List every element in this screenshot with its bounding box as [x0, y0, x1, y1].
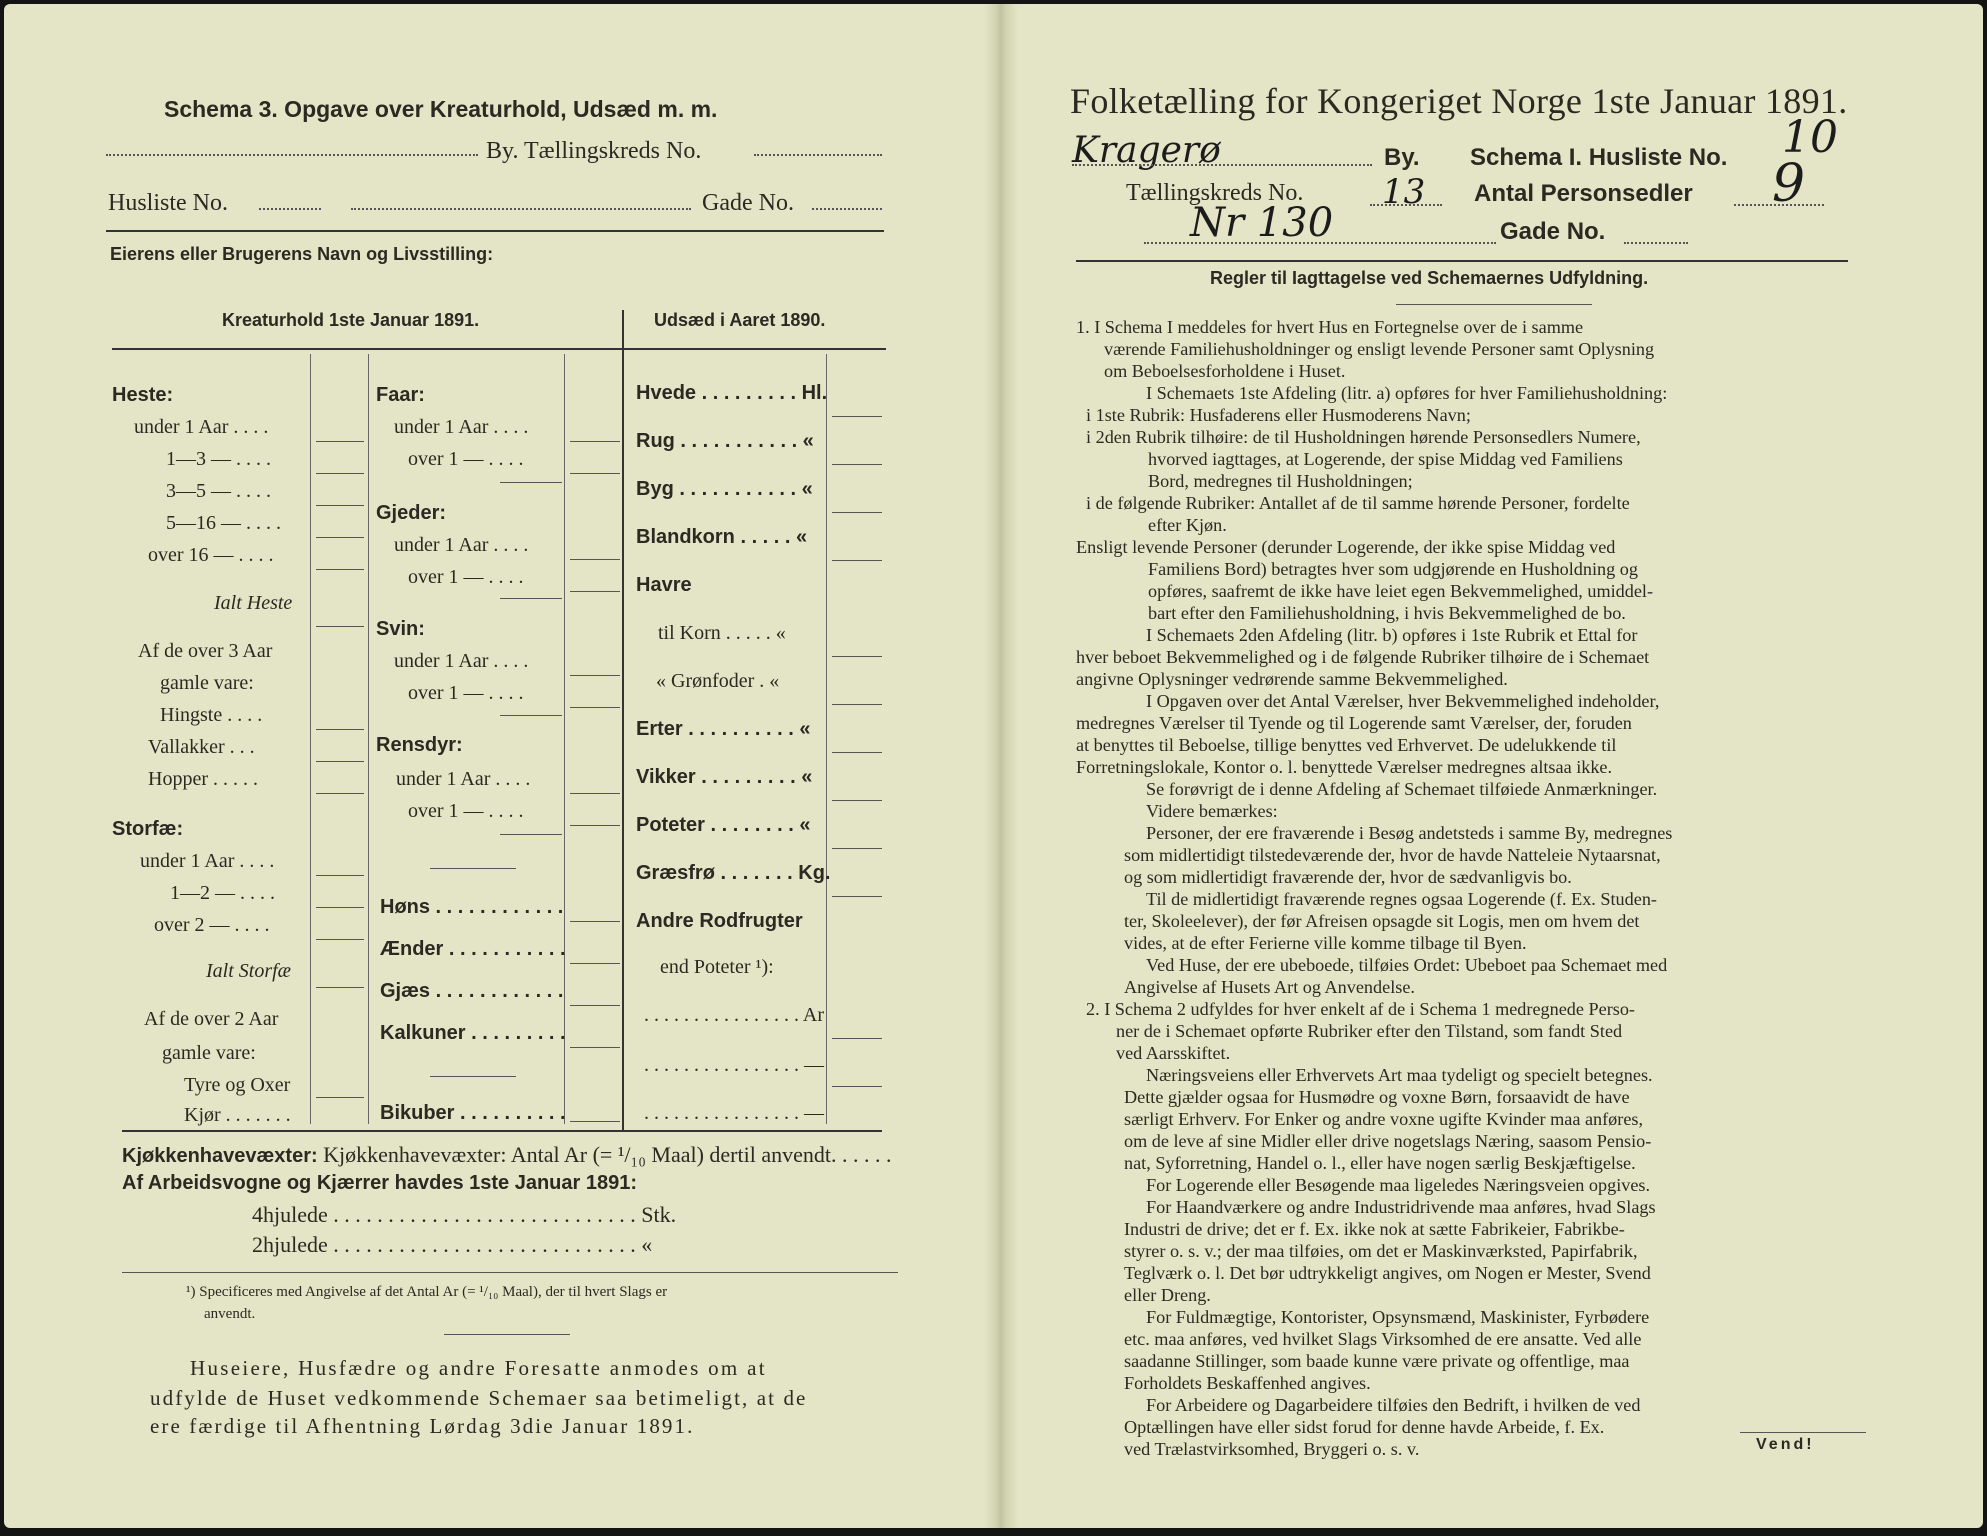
entry-line	[832, 416, 882, 417]
gjeder-sum-line	[500, 598, 562, 599]
storfae-sub-intro-2: gamle vare:	[162, 1042, 256, 1064]
hvede-row: Hvede . . . . . . . . . Hl.	[636, 382, 828, 404]
rule-line: styrer o. s. v.; der maa tilføies, om det er Maskinværksted, Papirfabrik,	[1124, 1241, 1638, 1261]
entry-line	[570, 441, 620, 442]
fjaerkrae-separator	[430, 868, 516, 869]
heste-row-1: under 1 Aar . . . .	[134, 416, 269, 438]
rule-line: efter Kjøn.	[1148, 515, 1227, 535]
kreds-field-line	[1370, 204, 1442, 206]
table-bottom-rule	[122, 1130, 882, 1132]
svin-sum-line	[500, 715, 562, 716]
rule-line: For Fuldmægtige, Kontorister, Opsynsmænd, Maskinister, Fyrbødere	[1146, 1307, 1650, 1327]
storfae-sub-intro-1: Af de over 2 Aar	[144, 1008, 279, 1030]
rule-line: Bord, medregnes til Husholdningen;	[1148, 471, 1413, 491]
andre-rodfrugter-2: end Poteter ¹):	[660, 956, 774, 978]
to-hjulede-row: 2hjulede . . . . . . . . . . . . . . . . . . . . . . . . . . . . «	[252, 1232, 653, 1257]
rule-line: vides, at de efter Ferierne ville komme tilbage til Byen.	[1124, 933, 1527, 953]
footnote-line-1: ¹) Specificeres med Angivelse af det Antal Ar (= ¹/₁₀ Maal), der til hvert Slags er	[186, 1284, 668, 1300]
rule-line: etc. maa anføres, ved hvilket Slags Virksomhed de ere ansatte. Ved alle	[1124, 1329, 1642, 1349]
storfae-sub-row-2: Kjør . . . . . . .	[184, 1104, 291, 1126]
rule-line: og som midlertidigt fraværende der, hvor de sædvanligvis bo.	[1124, 867, 1572, 887]
heste-sub-intro-2: gamle vare:	[160, 672, 254, 694]
closing-line-3: ere færdige til Afhentning Lørdag 3die Januar 1891.	[150, 1414, 695, 1438]
rule-line: hver beboet Bekvemmelighed og i de følgende Rubriker tilhøire de i Schemaet	[1076, 647, 1650, 667]
rule-line: i 2den Rubrik tilhøire: de til Husholdningen hørende Personsedlers Numere,	[1086, 427, 1641, 447]
rule-line: For Logerende eller Besøgende maa ligeledes Næringsveien opgives.	[1146, 1175, 1651, 1195]
andre-rodfrugter-1: Andre Rodfrugter	[636, 910, 803, 932]
entry-line	[316, 441, 364, 442]
rule-line: I Opgaven over det Antal Værelser, hver Bekvemmelighed indeholder,	[1146, 691, 1660, 711]
vend-label: Vend!	[1756, 1436, 1815, 1453]
entry-line	[832, 1086, 882, 1087]
entry-line	[316, 761, 364, 762]
rules-text	[1076, 316, 1866, 1460]
bikuber-separator	[430, 1076, 516, 1077]
entry-line	[832, 752, 882, 753]
husliste-field-line	[259, 208, 321, 210]
byg-row: Byg . . . . . . . . . . . «	[636, 478, 813, 500]
entry-line	[316, 875, 364, 876]
rule-line: 1. I Schema I meddeles for hvert Hus en Fortegnelse over de i samme	[1076, 317, 1584, 337]
entry-line	[570, 825, 620, 826]
entry-line	[832, 656, 882, 657]
closing-line-1: Huseiere, Husfædre og andre Foresatte anmodes om at	[190, 1356, 767, 1380]
rug-row: Rug . . . . . . . . . . . «	[636, 430, 814, 452]
rule-line: om de leve af sine Midler eller drive nogetslags Næring, saasom Pensio-	[1124, 1131, 1652, 1151]
erter-row: Erter . . . . . . . . . . «	[636, 718, 811, 740]
rule-line: Forretningslokale, Kontor o. l. benyttede Værelser medregnes altsaa ikke.	[1076, 757, 1613, 777]
rule-line: Industri de drive; det er f. Ex. ikke nok at sætte Fabrikeier, Fabrikbe-	[1124, 1219, 1625, 1239]
closing-separator	[444, 1334, 570, 1335]
hons-row: Høns . . . . . . . . . . . .	[380, 896, 564, 918]
kreds-field-line	[754, 154, 882, 156]
rule-line: medregnes Værelser til Tyende og til Logerende samt Værelser, der, foruden	[1076, 713, 1632, 733]
table-header-rule	[112, 348, 886, 350]
faar-row-2: over 1 — . . . .	[408, 448, 524, 470]
heste-row-2: 1—3 — . . . .	[166, 448, 271, 470]
havre-gronfoder: « Grønfoder . «	[656, 670, 780, 692]
gade-field-line	[1624, 242, 1688, 244]
rule-line: ved Trælastvirksomhed, Bryggeri o. s. v.	[1124, 1439, 1420, 1459]
rensdyr-label: Rensdyr:	[376, 734, 463, 756]
bikuber-row: Bikuber . . . . . . . . . .	[380, 1102, 566, 1124]
rule-line: ner de i Schemaet opførte Rubriker efter den Tilstand, som fandt Sted	[1116, 1021, 1623, 1041]
col-line-1a	[310, 354, 311, 1124]
svin-label: Svin:	[376, 618, 425, 640]
heste-total: Ialt Heste	[214, 592, 293, 614]
rule-line: Personer, der ere fraværende i Besøg andetsteds i samme By, medregnes	[1146, 823, 1673, 843]
gjeder-row-2: over 1 — . . . .	[408, 566, 524, 588]
heste-sub-intro-1: Af de over 3 Aar	[138, 640, 273, 662]
entry-line	[316, 793, 364, 794]
kjokkenhave-line: Kjøkkenhavevæxter: Kjøkkenhavevæxter: Antal Ar (= ¹/₁₀ Maal) dertil anvendt. . . . . .	[122, 1142, 892, 1167]
gjeder-label: Gjeder:	[376, 502, 447, 524]
entry-line	[570, 559, 620, 560]
rule-line: angivne Oplysninger vedrørende samme Bekvemmelighed.	[1076, 669, 1508, 689]
closing-line-2: udfylde de Huset vedkommende Schemaer saa betimeligt, at de	[150, 1386, 808, 1410]
gjeder-row-1: under 1 Aar . . . .	[394, 534, 529, 556]
antal-handwritten: 9	[1772, 154, 1806, 214]
rodfrugt-blank-row-2: . . . . . . . . . . . . . . . . —	[644, 1102, 824, 1124]
by-field-line	[1072, 164, 1372, 166]
kjokkenhave-text: Kjøkkenhavevæxter: Antal Ar (= ¹/₁₀ Maal) dertil anvendt. . . . . .	[323, 1142, 892, 1167]
heste-sub-row-2: Vallakker . . .	[148, 736, 255, 758]
entry-line	[832, 704, 882, 705]
rule-line: saadanne Stillinger, som baade kunne være private og offentlige, maa	[1124, 1351, 1630, 1371]
gjaes-row: Gjæs . . . . . . . . . . . .	[380, 980, 564, 1002]
by-handwritten: Kragerø	[1072, 130, 1221, 171]
heste-row-4: 5—16 — . . . .	[166, 512, 281, 534]
entry-line	[570, 963, 620, 964]
gade-name-field-line	[351, 208, 691, 210]
entry-line	[570, 793, 620, 794]
rule-line: Se forøvrigt de i denne Afdeling af Schemaet tilføiede Anmærkninger.	[1146, 779, 1658, 799]
entry-line	[832, 1038, 882, 1039]
by-kreds-label: By. Tællingskreds No.	[486, 138, 702, 164]
entry-line	[570, 675, 620, 676]
rule-line: 2. I Schema 2 udfyldes for hver enkelt af de i Schema 1 medregnede Perso-	[1086, 999, 1635, 1019]
rensdyr-sum-line	[500, 834, 562, 835]
census-sheet	[4, 4, 1983, 1528]
rule-line: ved Aarsskiftet.	[1116, 1043, 1231, 1063]
rule-line: bart efter den Familiehusholdning, i hvis Bekvemmelighed de bo.	[1148, 603, 1626, 623]
rule-line: Ensligt levende Personer (derunder Logerende, der ikke spise Middag ved	[1076, 537, 1616, 557]
entry-line	[570, 591, 620, 592]
entry-line	[316, 1097, 364, 1098]
faar-sum-line	[500, 482, 562, 483]
antal-label: Antal Personsedler	[1474, 180, 1693, 207]
storfae-sub-row-1: Tyre og Oxer	[184, 1074, 291, 1096]
vikker-row: Vikker . . . . . . . . . «	[636, 766, 813, 788]
gade-name-field-line	[1144, 242, 1496, 244]
col-line-3a	[826, 354, 827, 1124]
kalkuner-row: Kalkuner . . . . . . . . .	[380, 1022, 566, 1044]
entry-line	[570, 1047, 620, 1048]
rule-line: særligt Erhverv. For Enker og andre voxne ugifte Kvinder maa anføres,	[1124, 1109, 1644, 1129]
entry-line	[832, 512, 882, 513]
heste-label: Heste:	[112, 384, 174, 406]
entry-line	[316, 987, 364, 988]
col-line-1b	[368, 354, 369, 1124]
rule-line: ter, Skoleelever), der før Afreisen opsagde sit Logis, men om hvem det	[1124, 911, 1640, 931]
entry-line	[316, 505, 364, 506]
entry-line	[570, 473, 620, 474]
rule-line: Til de midlertidigt fraværende regnes ogsaa Logerende (f. Ex. Studen-	[1146, 889, 1657, 909]
gade-label-right: Gade No.	[1500, 218, 1606, 245]
entry-line	[570, 921, 620, 922]
rule-line: eller Dreng.	[1124, 1285, 1211, 1305]
aender-row: Ænder . . . . . . . . . . .	[380, 938, 566, 960]
gade-label: Gade No.	[702, 190, 794, 216]
poteter-row: Poteter . . . . . . . . «	[636, 814, 811, 836]
arbeidsvogne-line: Af Arbeidsvogne og Kjærrer havdes 1ste Januar 1891:	[122, 1172, 637, 1194]
by-label-right: By.	[1384, 144, 1420, 171]
by-field-line	[106, 154, 478, 156]
footnote-line-2: anvendt.	[204, 1306, 256, 1322]
rule-line: om Beboelsesforholdene i Huset.	[1104, 361, 1346, 381]
right-title: Folketælling for Kongeriget Norge 1ste Januar 1891.	[1070, 81, 1848, 121]
kreaturhold-header: Kreaturhold 1ste Januar 1891.	[222, 310, 480, 330]
rule-line: For Haandværkere og andre Industridrivende maa anføres, hvad Slags	[1146, 1197, 1656, 1217]
rule-line: I Schemaets 1ste Afdeling (litr. a) opføres for hver Familiehusholdning:	[1146, 383, 1668, 403]
heste-row-5: over 16 — . . . .	[148, 544, 274, 566]
svin-row-1: under 1 Aar . . . .	[394, 650, 529, 672]
rule-line: Næringsveiens eller Erhvervets Art maa tydeligt og specielt betegnes.	[1146, 1065, 1653, 1085]
entry-line	[316, 729, 364, 730]
udsaed-header: Udsæd i Aaret 1890.	[654, 310, 826, 330]
rule-line: at benyttes til Beboelse, tillige benyttes ved Erhvervet. De udelukkende til	[1076, 735, 1617, 755]
left-title: Schema 3. Opgave over Kreaturhold, Udsæd m. m.	[164, 96, 718, 122]
antal-field-line	[1734, 204, 1824, 206]
rule-line: Teglværk o. l. Det bør udtrykkeligt angives, om Nogen er Mester, Svend	[1124, 1263, 1651, 1283]
gade-field-line	[812, 208, 882, 210]
entry-line	[832, 800, 882, 801]
rensdyr-row-1: under 1 Aar . . . .	[396, 768, 531, 790]
svin-row-2: over 1 — . . . .	[408, 682, 524, 704]
right-rule-1	[1076, 260, 1848, 262]
rule-line: I Schemaets 2den Afdeling (litr. b) opføres i 1ste Rubrik et Ettal for	[1146, 625, 1638, 645]
storfae-row-2: 1—2 — . . . .	[170, 882, 275, 904]
rules-title: Regler til Iagttagelse ved Schemaernes Udfyldning.	[1210, 268, 1649, 288]
kreds-label-right: Tællingskreds No.	[1126, 180, 1304, 206]
rule-line: Optællingen have eller sidst forud for denne havde Arbeide, f. Ex.	[1124, 1417, 1605, 1437]
heste-sub-row-3: Hopper . . . . .	[148, 768, 258, 790]
gade-handwritten: Nr 130	[1190, 200, 1334, 246]
entry-line	[832, 464, 882, 465]
havre-label: Havre	[636, 574, 692, 596]
rule-line: værende Familiehusholdninger og ensligt levende Personer samt Oplysning	[1104, 339, 1655, 359]
storfae-total: Ialt Storfæ	[206, 960, 292, 982]
havre-til-korn: til Korn . . . . . «	[658, 622, 786, 644]
left-rule-1	[106, 230, 884, 232]
entry-line	[570, 1005, 620, 1006]
entry-line	[316, 569, 364, 570]
col-line-2a	[564, 354, 565, 1124]
heste-sub-row-1: Hingste . . . .	[160, 704, 263, 726]
entry-line	[316, 939, 364, 940]
rule-line: som midlertidigt tilstedeværende der, hvor de havde Natteleie Nytaarsnat,	[1124, 845, 1661, 865]
blandkorn-row: Blandkorn . . . . . «	[636, 526, 808, 548]
rule-line: Dette gjælder ogsaa for Husmødre og voxne Børn, forsaavidt de have	[1124, 1087, 1630, 1107]
rule-line: Videre bemærkes:	[1146, 801, 1278, 821]
entry-line	[316, 626, 364, 627]
fire-hjulede-row: 4hjulede . . . . . . . . . . . . . . . . . . . . . . . . . . . . Stk.	[252, 1202, 677, 1227]
eier-label: Eierens eller Brugerens Navn og Livsstilling:	[110, 244, 494, 264]
rule-line: Forholdets Beskaffenhed angives.	[1124, 1373, 1371, 1393]
rule-line: For Arbeidere og Dagarbeidere tilføies den Bedrift, i hvilken de ved	[1146, 1395, 1641, 1415]
rule-line: nat, Syforretning, Handel o. l., eller have nogen særlig Beskjæftigelse.	[1124, 1153, 1636, 1173]
entry-line	[316, 537, 364, 538]
rule-line: Familiens Bord) betragtes hver som udgjørende en Husholdning og	[1148, 559, 1638, 579]
rule-line: hvorved iagttages, at Logerende, der spise Middag ved Familiens	[1148, 449, 1623, 469]
husliste-label: Husliste No.	[108, 190, 228, 216]
storfae-row-1: under 1 Aar . . . .	[140, 850, 275, 872]
rule-line: Ved Huse, der ere ubeboede, tilføies Ordet: Ubeboet paa Schemaet med	[1146, 955, 1668, 975]
storfae-label: Storfæ:	[112, 818, 184, 840]
entry-line	[316, 907, 364, 908]
rule-line: i 1ste Rubrik: Husfaderens eller Husmoderens Navn;	[1086, 405, 1471, 425]
rules-title-rule	[1396, 304, 1592, 305]
rodfrugt-blank-row-1: . . . . . . . . . . . . . . . . —	[644, 1054, 824, 1076]
graesfro-row: Græsfrø . . . . . . . Kg.	[636, 862, 831, 884]
table-divider-main	[622, 310, 624, 1130]
entry-line	[570, 1121, 620, 1122]
rule-line: opføres, saafremt de ikke have leiet egen Bekvemmelighed, umiddel-	[1148, 581, 1654, 601]
rule-line: Angivelse af Husets Art og Anvendelse.	[1124, 977, 1415, 997]
schema-husliste-label: Schema I. Husliste No.	[1470, 144, 1728, 171]
kreds-handwritten: 13	[1382, 172, 1426, 212]
rensdyr-row-2: over 1 — . . . .	[408, 800, 524, 822]
faar-label: Faar:	[376, 384, 425, 406]
entry-line	[832, 848, 882, 849]
vend-rule	[1740, 1432, 1866, 1433]
entry-line	[570, 707, 620, 708]
entry-line	[316, 473, 364, 474]
entry-line	[832, 560, 882, 561]
faar-row-1: under 1 Aar . . . .	[394, 416, 529, 438]
storfae-row-3: over 2 — . . . .	[154, 914, 270, 936]
husliste-handwritten: 10	[1782, 112, 1838, 163]
entry-line	[832, 896, 882, 897]
left-page-schema-3	[4, 4, 999, 1528]
heste-row-3: 3—5 — . . . .	[166, 480, 271, 502]
rodfrugt-ar-row: . . . . . . . . . . . . . . . . Ar	[644, 1004, 824, 1026]
rule-line: i de følgende Rubriker: Antallet af de til samme hørende Personer, fordelte	[1086, 493, 1630, 513]
footnote-rule	[122, 1272, 898, 1273]
